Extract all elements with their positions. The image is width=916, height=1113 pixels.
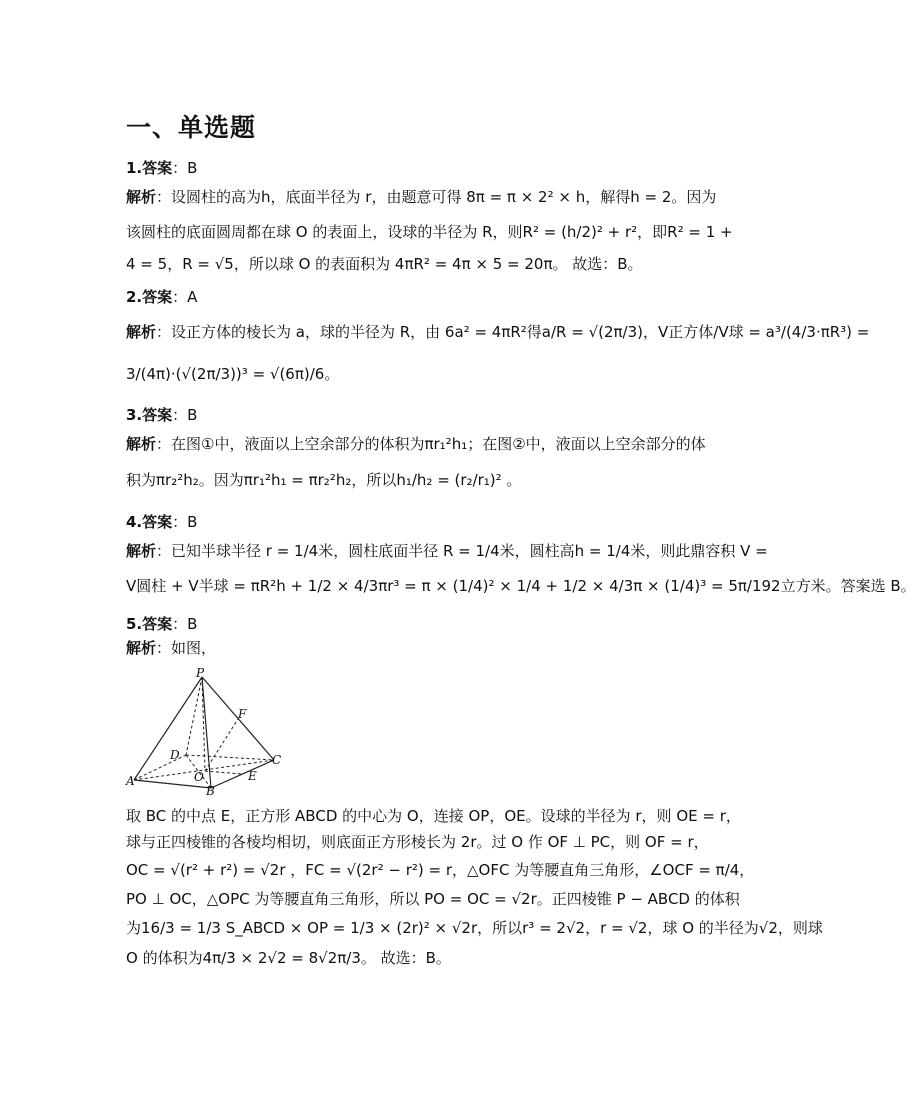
- label-d: D: [170, 748, 180, 762]
- q2-analysis-line-2: [126, 364, 746, 384]
- q2-analysis-line-1: [126, 322, 870, 342]
- q1-answer: ：B: [172, 159, 198, 177]
- q3-answer-line: [126, 405, 746, 425]
- analysis-label: 解析: [126, 542, 157, 560]
- q1-text-2: 该圆柱的底面圆周都在球 O 的表面上，设球的半径为 R，则R² = (h/2)² + r²，即R² = 1 +: [126, 223, 733, 241]
- q5-intro: ：如图，: [156, 639, 217, 657]
- label-b: B: [206, 784, 215, 798]
- pyramid-figure: [126, 667, 291, 797]
- q2-text-2: 3/(4π)·(√(2π/3))³ = √(6π)/6。: [126, 365, 340, 383]
- analysis-label: 解析: [126, 435, 157, 453]
- q1-analysis-line-1: [126, 187, 746, 207]
- q2-answer: ：A: [172, 288, 198, 306]
- q2-answer-line: [126, 287, 746, 307]
- segment-of: [205, 719, 238, 771]
- q5-text-4: PO ⊥ OC，△OPC 为等腰直角三角形，所以 PO = OC = √2r。正四棱锥 P − ABCD 的体积: [126, 890, 740, 908]
- q4-number: 4.: [126, 513, 143, 531]
- edge-dc: [186, 755, 274, 760]
- q3-answer: ：B: [172, 406, 198, 424]
- edge-bc: [211, 760, 274, 788]
- q3-text-1: ：在图①中，液面以上空余部分的体积为πr₁²h₁；在图②中，液面以上空余部分的体: [156, 435, 706, 453]
- answer-label: 答案: [142, 288, 173, 306]
- label-c: C: [272, 753, 282, 767]
- q5-analysis-line-1: [126, 806, 746, 826]
- q1-text-3: 4 = 5，R = √5，所以球 O 的表面积为 4πR² = 4π × 5 = 20π。 故选：B。: [126, 255, 643, 273]
- answer-label: 答案: [142, 406, 173, 424]
- q5-answer: ：B: [172, 615, 198, 633]
- q1-answer-line: [126, 158, 746, 178]
- q1-analysis-line-3: [126, 254, 746, 274]
- q5-number: 5.: [126, 615, 143, 633]
- q5-text-2: 球与正四棱锥的各棱均相切，则底面正方形棱长为 2r。过 O 作 OF ⊥ PC，则 OF = r，: [126, 833, 709, 851]
- q4-analysis-line-2: [126, 576, 916, 596]
- q4-text-1: ：已知半球半径 r = 1/4米，圆柱底面半径 R = 1/4米，圆柱高h = 1/4米，则此鼎容积 V =: [156, 542, 768, 560]
- answer-label: 答案: [142, 615, 173, 633]
- q5-text-6: O 的体积为4π/3 × 2√2 = 8√2π/3。 故选：B。: [126, 949, 451, 967]
- q5-text-1: 取 BC 的中点 E，正方形 ABCD 的中心为 O，连接 OP，OE。设球的半径为 r，则 OE = r，: [126, 807, 741, 825]
- analysis-label: 解析: [126, 323, 157, 341]
- q3-analysis-line-1: [126, 434, 746, 454]
- q1-analysis-line-2: [126, 222, 746, 242]
- q3-number: 3.: [126, 406, 143, 424]
- q3-analysis-line-2: [126, 470, 746, 490]
- label-e: E: [248, 769, 257, 783]
- answer-label: 答案: [142, 513, 173, 531]
- label-o: O: [194, 770, 204, 784]
- analysis-label: 解析: [126, 188, 157, 206]
- q5-analysis-line-3: [126, 860, 755, 880]
- q5-analysis-line-6: [126, 948, 746, 968]
- q2-text-1: ：设正方体的棱长为 a，球的半径为 R，由 6a² = 4πR²得a/R = √(2π/3)，V正方体/V球 = a³/(4/3·πR³) =: [156, 323, 870, 341]
- q1-text-1: ：设圆柱的高为h，底面半径为 r，由题意可得 8π = π × 2² × h，解得h = 2。因为: [156, 188, 717, 206]
- label-f: F: [238, 707, 247, 721]
- segment-oe: [205, 771, 242, 774]
- analysis-label: 解析: [126, 639, 157, 657]
- q1-number: 1.: [126, 159, 143, 177]
- q5-analysis-intro: [126, 638, 746, 658]
- label-a: A: [126, 774, 135, 788]
- q5-text-5: 为16/3 = 1/3 S_ABCD × OP = 1/3 × (2r)² × √2r，所以r³ = 2√2，r = √2，球 O 的半径为√2，则球: [126, 919, 823, 937]
- q5-analysis-line-5: [126, 918, 823, 938]
- section-title: 一、单选题: [126, 113, 257, 142]
- q5-analysis-line-2: [126, 832, 746, 852]
- q3-text-2: 积为πr₂²h₂。因为πr₁²h₁ = πr₂²h₂，所以h₁/h₂ = (r₂/r₁)² 。: [126, 471, 522, 489]
- answer-label: 答案: [142, 159, 173, 177]
- q5-answer-line: [126, 614, 746, 634]
- q2-number: 2.: [126, 288, 143, 306]
- q4-answer-line: [126, 512, 746, 532]
- q5-text-3: OC = √(r² + r²) = √2r ，FC = √(2r² − r²) = r，△OFC 为等腰直角三角形，∠OCF = π/4，: [126, 861, 755, 879]
- label-p: P: [196, 666, 205, 680]
- q5-analysis-line-4: [126, 889, 746, 909]
- q4-answer: ：B: [172, 513, 198, 531]
- q4-analysis-line-1: [126, 541, 768, 561]
- q4-text-2: V圆柱 + V半球 = πR²h + 1/2 × 4/3πr³ = π × (1/4)² × 1/4 + 1/2 × 4/3π × (1/4)³ = 5π/192立方米。答案选 B。: [126, 577, 916, 595]
